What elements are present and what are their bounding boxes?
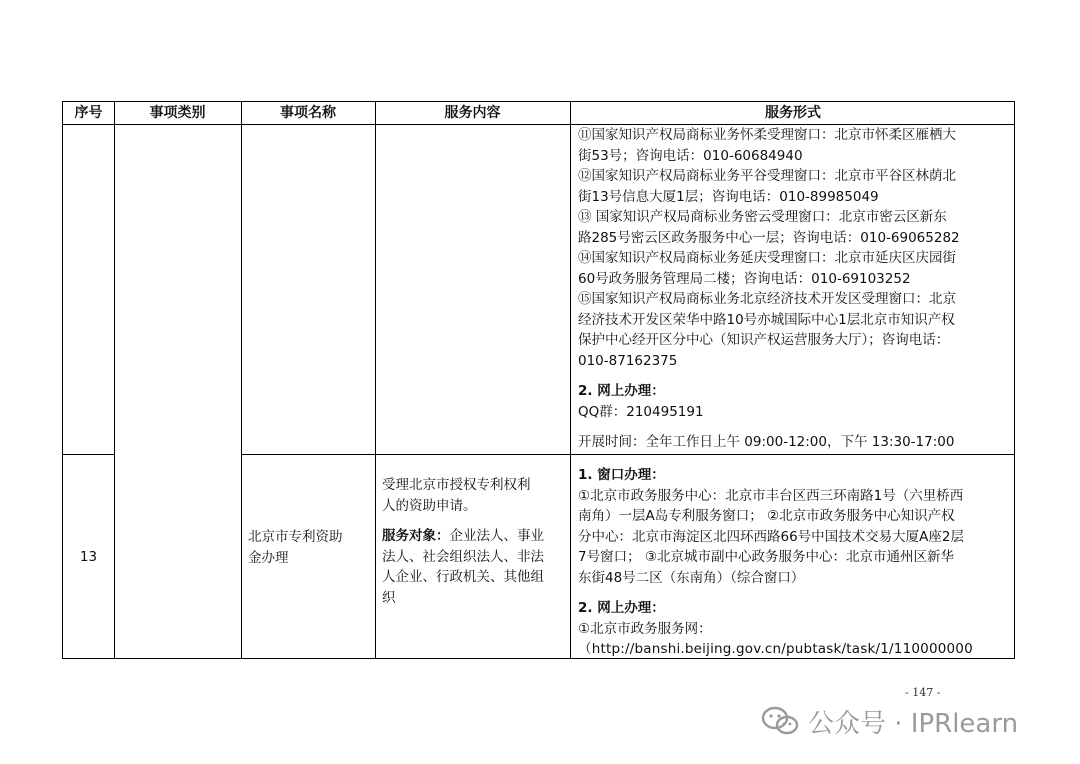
online-line: ①北京市政务服务网：: [578, 620, 712, 637]
service-form-13: [578, 465, 1010, 660]
row-seq: 13: [79, 549, 98, 565]
header-category: 事项类别: [149, 105, 206, 121]
form-line: 街53号；咨询电话：010-60684940: [578, 147, 803, 164]
item-name-line: 金办理: [248, 549, 289, 566]
wechat-icon: [760, 705, 800, 737]
form-line: 60号政务服务管理局二楼；咨询电话：010-69103252: [578, 270, 911, 287]
form-line: ⑪国家知识产权局商标业务怀柔受理窗口：北京市怀柔区雁栖大: [578, 127, 956, 143]
form-line: ⑬ 国家知识产权局商标业务密云受理窗口：北京市密云区新东: [578, 209, 947, 225]
online-title: 2. 网上办理：: [578, 383, 665, 399]
online-title: 2. 网上办理：: [578, 600, 665, 616]
service-form-prev: [578, 125, 1010, 453]
service-table: [62, 101, 1015, 659]
col-divider: [570, 102, 571, 658]
page-number: - 147 -: [905, 686, 941, 699]
header-seq: 序号: [74, 105, 103, 121]
window-line: 东街48号二区（东南角）（综合窗口）: [578, 569, 805, 586]
online-url: （http://banshi.beijing.gov.cn/pubtask/task/1/110000000: [578, 641, 973, 657]
row-divider: [241, 454, 1014, 455]
window-title: 1. 窗口办理：: [578, 467, 665, 483]
col-divider: [241, 102, 242, 658]
online-qq: QQ群：210495191: [578, 403, 704, 420]
header-form: 服务形式: [765, 105, 821, 121]
watermark: [760, 703, 1018, 739]
target-line: 法人、社会组织法人、非法: [382, 548, 544, 565]
form-line: ⑭国家知识产权局商标业务延庆受理窗口：北京市延庆区庆园街: [578, 250, 956, 266]
window-line: ①北京市政务服务中心：北京市丰台区西三环南路1号（六里桥西: [578, 487, 964, 504]
window-line: 7号窗口； ③北京城市副中心政务服务中心：北京市通州区新华: [578, 549, 954, 565]
item-name: [248, 527, 370, 568]
target-line: 织: [382, 589, 396, 606]
service-target: [382, 526, 566, 547]
form-line: ⑫国家知识产权局商标业务平谷受理窗口：北京市平谷区林荫北: [578, 168, 956, 184]
target-label: 服务对象：: [382, 528, 450, 544]
target-line: 企业法人、事业: [449, 528, 544, 544]
form-line: 街13号信息大厦1层；咨询电话：010-89985049: [578, 188, 879, 205]
form-line: 保护中心经开区分中心（知识产权运营服务大厅）；咨询电话：: [578, 332, 950, 348]
form-line: 经济技术开发区荣华中路10号亦城国际中心1层北京市知识产权: [578, 311, 955, 328]
form-line: 路285号密云区政务服务中心一层；咨询电话：010-69065282: [578, 229, 960, 246]
window-line: 南角）一层A岛专利服务窗口； ②北京市政务服务中心知识产权: [578, 508, 955, 524]
header-name: 事项名称: [280, 105, 336, 121]
col-divider: [114, 102, 115, 658]
form-line: 010-87162375: [578, 352, 678, 369]
content-line: 人的资助申请。: [382, 497, 477, 514]
row-divider: [63, 454, 114, 455]
service-content: [382, 475, 566, 608]
service-hours: 开展时间：全年工作日上午 09:00-12:00，下午 13:30-17:00: [578, 434, 955, 450]
content-line: 受理北京市授权专利权利: [382, 477, 531, 493]
item-name-line: 北京市专利资助: [248, 529, 343, 545]
form-line: ⑮国家知识产权局商标业务北京经济技术开发区受理窗口：北京: [578, 291, 956, 307]
header-content: 服务内容: [444, 105, 501, 121]
window-line: 分中心：北京市海淀区北四环西路66号中国技术交易大厦A座2层: [578, 528, 965, 545]
target-line: 人企业、行政机关、其他组: [382, 569, 544, 585]
watermark-text: 公众号 · IPRlearn: [808, 708, 1019, 739]
col-divider: [375, 102, 376, 658]
